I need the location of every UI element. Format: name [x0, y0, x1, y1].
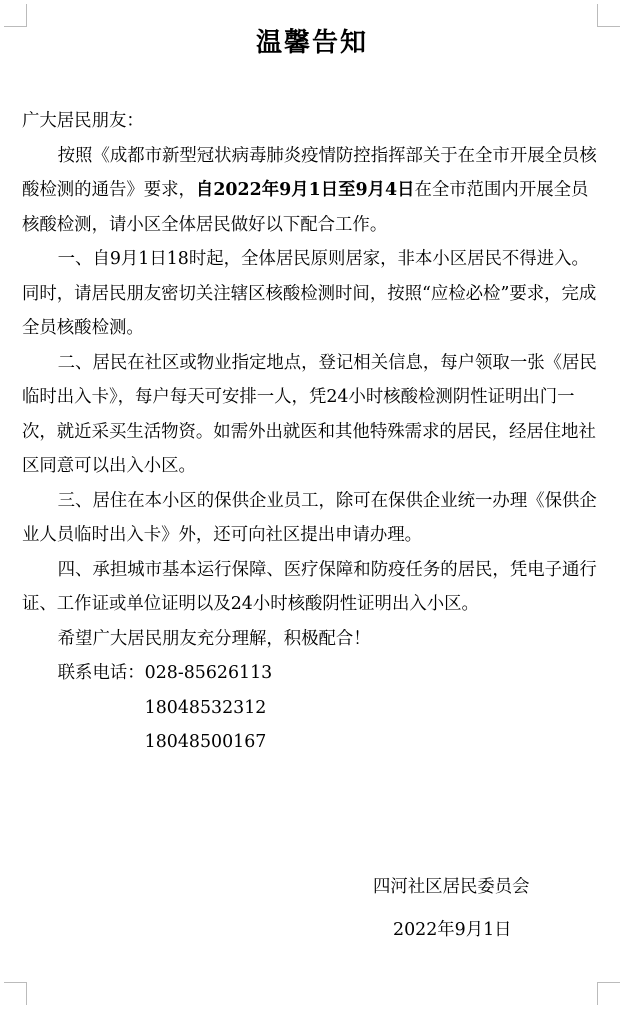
crop-mark-bottom-right [597, 982, 620, 1005]
phone-number: 18048532312 [144, 697, 267, 718]
contact-block [22, 656, 604, 760]
notice-body [22, 104, 604, 760]
signature-organization: 四河社区居民委员会 [373, 877, 530, 897]
signature-date: 2022年9月1日 [393, 920, 512, 940]
phone-number: 18048500167 [144, 732, 267, 752]
item-paragraph-2: 二、居民在社区或物业指定地点，登记相关信息，每户领取一张《居民临时出入卡》，每户每天可安排一人，凭24小时核酸检测阴性证明出门一次，就近采买生活物资。如需外出就医和其他特殊需求的居民，经居住地社区同意可以出入小区。 [22, 352, 597, 476]
intro-paragraph [22, 139, 604, 243]
phone-list [145, 656, 273, 760]
intro-post: 在全市范围内开展全员核酸检测，请小区全体居民做好以下配合工作。 [22, 180, 589, 235]
crop-mark-bottom-left [4, 982, 27, 1005]
phone-number: 028-85626113 [144, 663, 273, 683]
notice-title: 温馨告知 [255, 28, 368, 58]
intro-pre: 按照《成都市新型冠状病毒肺炎疫情防控指挥部关于在全市开展全员核酸检测的通告》要求， [22, 145, 597, 200]
intro-date-range: 自2022年9月1日至9月4日 [195, 180, 415, 200]
contact-label: 联系电话： [57, 663, 145, 683]
closing-paragraph: 希望广大居民朋友充分理解，积极配合！ [57, 628, 371, 649]
salutation: 广大居民朋友： [22, 111, 144, 131]
item-paragraph-1: 一、自9月1日18时起，全体居民原则居家，非本小区居民不得进入。同时，请居民朋友密切关注辖区核酸检测时间，按照“应检必检”要求，完成全员核酸检测。 [22, 249, 597, 338]
item-paragraph-3: 三、居住在本小区的保供企业员工，除可在保供企业统一办理《保供企业人员临时出入卡》外，还可向社区提出申请办理。 [22, 490, 597, 545]
item-paragraph-4: 四、承担城市基本运行保障、医疗保障和防疫任务的居民，凭电子通行证、工作证或单位证明以及24小时核酸阴性证明出入小区。 [22, 559, 597, 614]
